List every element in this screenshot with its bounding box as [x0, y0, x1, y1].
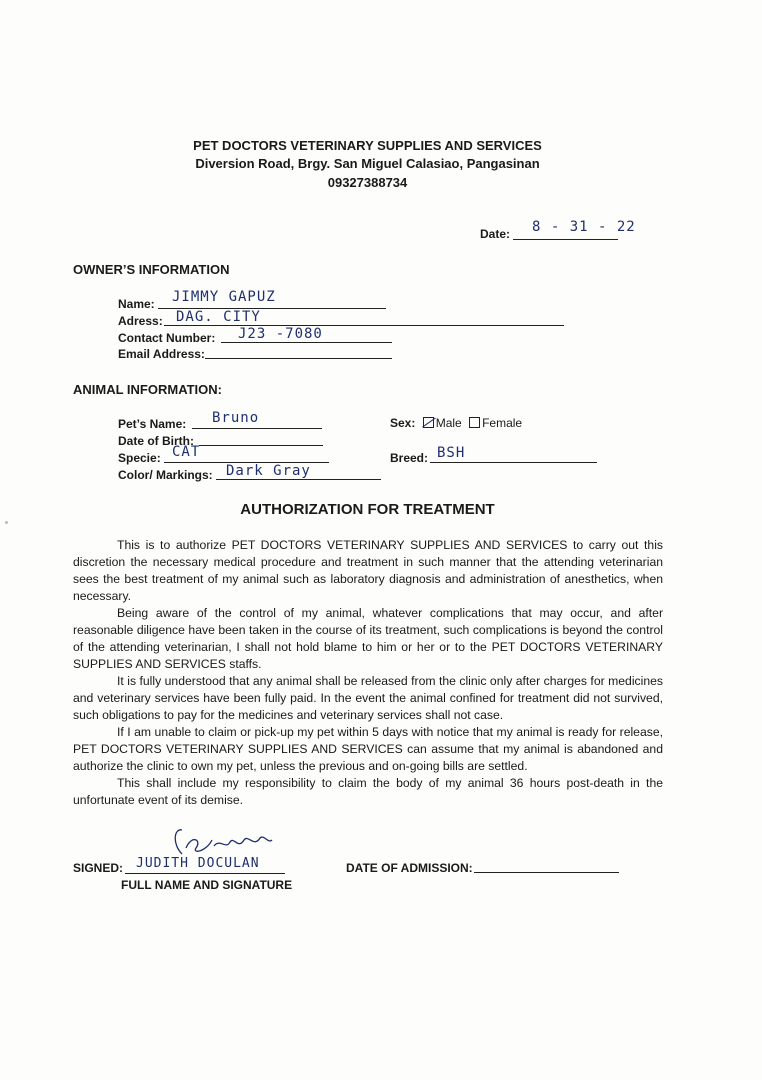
owner-name-value: JIMMY GAPUZ	[172, 289, 276, 305]
owner-name-label: Name:	[118, 297, 155, 311]
sex-label: Sex:	[390, 416, 416, 430]
female-option-label: Female	[482, 416, 523, 430]
date-label: Date:	[480, 227, 511, 241]
dob-label: Date of Birth:	[118, 434, 194, 448]
business-phone: 09327388734	[327, 175, 408, 190]
business-name: PET DOCTORS VETERINARY SUPPLIES AND SERVICES	[193, 138, 542, 153]
male-checkbox[interactable]	[423, 417, 434, 428]
contact-number-line	[221, 342, 392, 343]
email-label: Email Address:	[118, 347, 205, 361]
specie-label: Specie:	[118, 451, 161, 465]
owner-address-value: DAG. CITY	[176, 309, 261, 325]
color-markings-label: Color/ Markings:	[118, 468, 213, 482]
authorization-paragraph: It is fully understood that any animal shall be released from the clinic only after charges for medicines and veterinary services have been fully paid. In the event the animal confined for treatment did not survived, such obligations to pay for the medicines and veterinary services shall not case.	[73, 674, 663, 722]
signature-line	[125, 873, 285, 874]
authorization-title: AUTHORIZATION FOR TREATMENT	[240, 501, 495, 518]
signature-caption: FULL NAME AND SIGNATURE	[121, 878, 293, 892]
business-address: Diversion Road, Brgy. San Miguel Calasiao, Pangasinan	[195, 156, 540, 171]
female-checkbox[interactable]	[469, 417, 480, 428]
signed-name-value: JUDITH DOCULAN	[136, 856, 260, 871]
pet-name-label: Pet’s Name:	[118, 417, 187, 431]
color-markings-value: Dark Gray	[226, 463, 311, 479]
color-markings-line	[216, 479, 381, 480]
sex-field	[390, 416, 522, 430]
date-of-admission-label: DATE OF ADMISSION:	[346, 861, 473, 875]
dob-line	[199, 445, 323, 446]
breed-label: Breed:	[390, 451, 429, 465]
specie-value: CAT	[172, 444, 201, 460]
animal-info-heading: ANIMAL INFORMATION:	[73, 382, 222, 397]
email-line	[205, 358, 392, 359]
owner-address-line	[164, 325, 564, 326]
contact-number-value: J23 -7080	[238, 326, 323, 342]
pet-name-line	[192, 428, 322, 429]
authorization-paragraph: This is to authorize PET DOCTORS VETERINARY SUPPLIES AND SERVICES to carry out this discretion the necessary medical procedure and treatment in such manner that the attending veterinarian sees the best treatment of my animal such as laboratory diagnosis and administration of anesthetics, when necessary.	[73, 538, 663, 603]
authorization-paragraph: If I am unable to claim or pick-up my pet within 5 days with notice that my animal is ready for release, PET DOCTORS VETERINARY SUPPLIES AND SERVICES can assume that my animal is abandoned and authorize the clinic to own my pet, unless the previous and on-going bills are settled.	[73, 725, 663, 773]
contact-number-label: Contact Number:	[118, 331, 216, 345]
breed-line	[430, 462, 597, 463]
authorization-body	[73, 537, 663, 809]
owner-info-heading: OWNER’S INFORMATION	[73, 262, 230, 277]
signed-label: SIGNED:	[73, 861, 124, 875]
date-of-admission-line	[474, 872, 619, 873]
male-option-label: Male	[435, 416, 462, 430]
owner-address-label: Adress:	[118, 314, 163, 328]
breed-value: BSH	[437, 445, 466, 461]
date-line	[513, 239, 618, 240]
authorization-paragraph: Being aware of the control of my animal, whatever complications that may occur, and after reasonable diligence have been taken in the course of its treatment, such complications is beyond the control of the attending veterinarian, I shall not hold blame to him or her or to the PET DOCTORS VETERINARY SUPPLIES AND SERVICES staffs.	[73, 606, 663, 671]
scan-speck	[5, 521, 8, 524]
date-value: 8 - 31 - 22	[532, 219, 636, 235]
pet-name-value: Bruno	[212, 410, 260, 426]
authorization-paragraph: This shall include my responsibility to claim the body of my animal 36 hours post-death in the unfortunate event of its demise.	[73, 776, 663, 807]
